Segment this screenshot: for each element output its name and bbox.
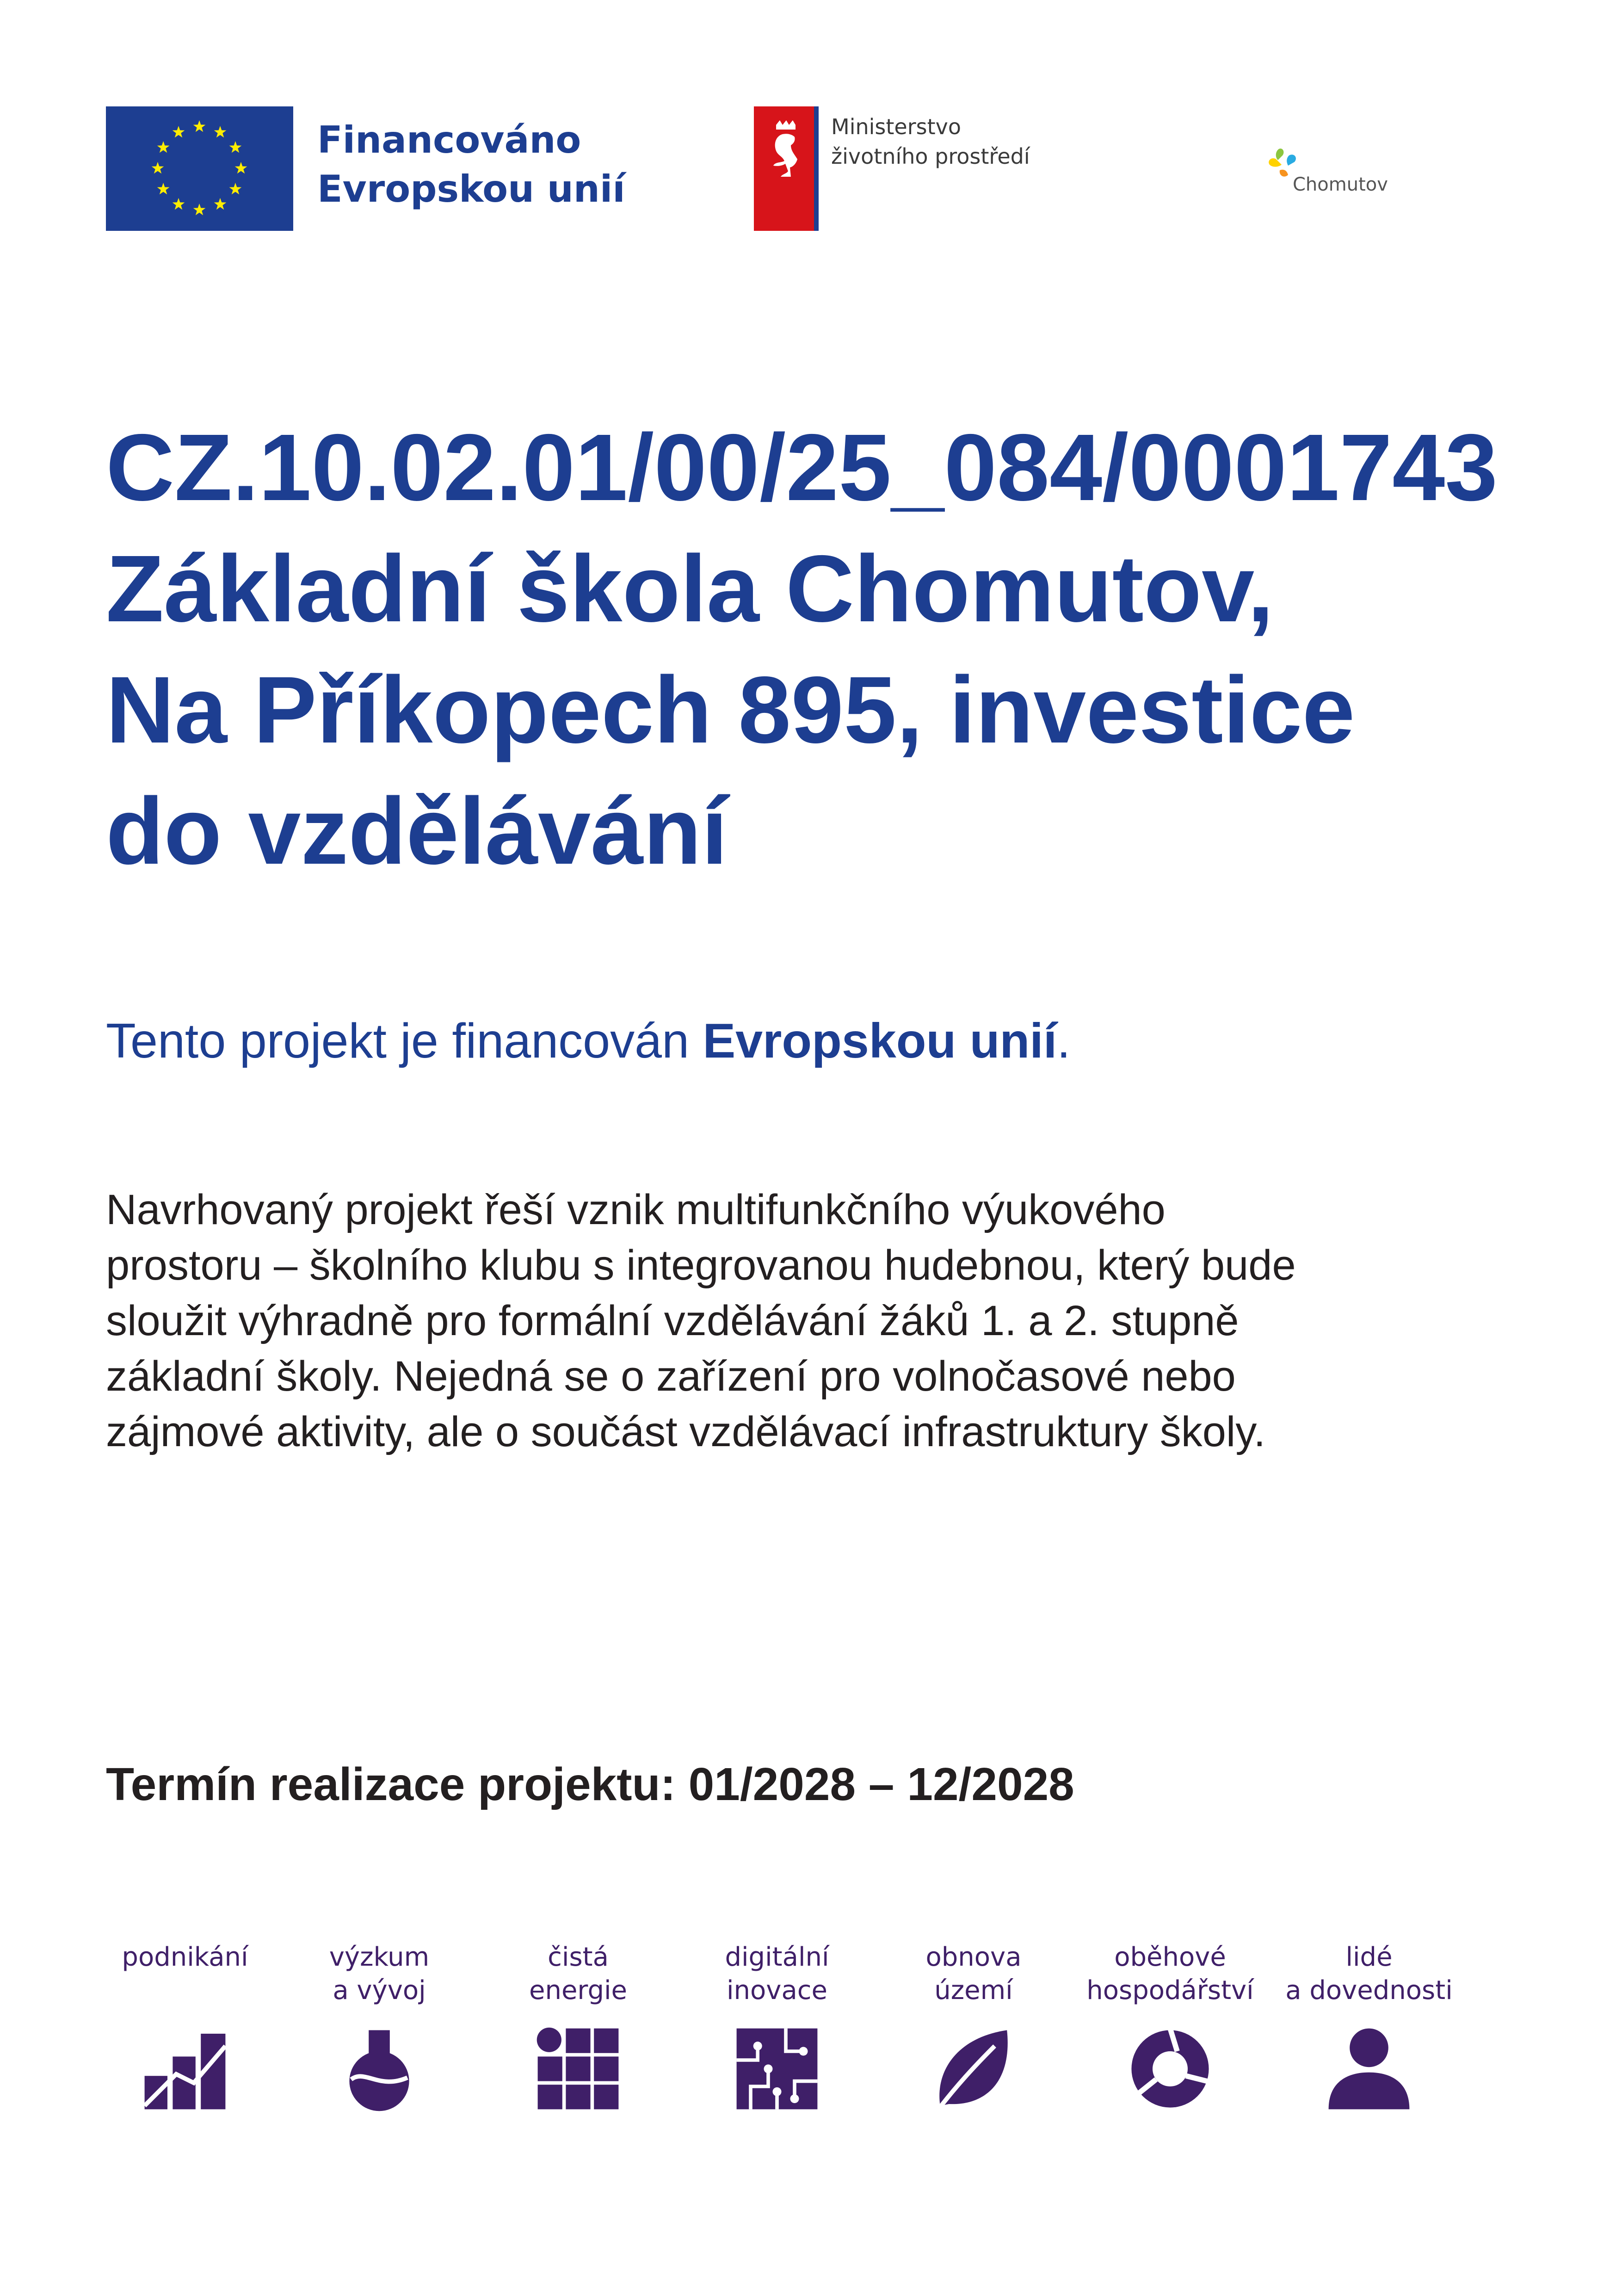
ministry-text-line2: životního prostředí [831, 144, 1030, 169]
theme-label [1267, 1941, 1471, 2015]
project-term: Termín realizace projektu: 01/2028 – 12/2028 [106, 1758, 1074, 1810]
theme-label-line1: čistá [548, 1942, 609, 1972]
description-line5: zájmové aktivity, ale o součást vzdělávací infrastruktury školy. [106, 1408, 1266, 1455]
circuit-icon [733, 2025, 821, 2113]
theme-label-line2: hospodářství [1086, 1975, 1254, 2005]
leaf-icon [930, 2025, 1018, 2113]
chart-icon [141, 2025, 229, 2113]
project-description [106, 1182, 1540, 1460]
theme-label [872, 1941, 1075, 2015]
description-line2: prostoru – školního klubu s integrovanou hudebnou, který bude [106, 1242, 1296, 1289]
funding-statement-prefix: Tento projekt je financován [106, 1014, 703, 1068]
flask-icon [335, 2025, 423, 2113]
theme-research [278, 1941, 481, 2113]
theme-circular-economy [1068, 1941, 1272, 2113]
eu-text-line2: Evropskou unií [317, 167, 625, 210]
eu-text-line1: Financováno [317, 118, 581, 161]
description-line4: základní školy. Nejedná se o zařízení pro volnočasové nebo [106, 1353, 1236, 1400]
theme-label [83, 1941, 287, 2015]
funding-statement [106, 1011, 1493, 1071]
project-title-line3: Na Příkopech 895, investice [106, 657, 1355, 763]
theme-label-line1: obnova [925, 1942, 1022, 1972]
funding-statement-suffix: . [1057, 1014, 1071, 1068]
theme-label [278, 1941, 481, 2015]
eu-funding-text [317, 116, 641, 214]
ministry-text [831, 112, 1155, 171]
person-icon [1325, 2025, 1413, 2113]
eu-flag-logo [106, 106, 293, 231]
theme-label-line1: digitální [725, 1942, 829, 1972]
theme-label-line2: energie [529, 1975, 627, 2005]
theme-digital-innovation [675, 1941, 879, 2113]
solar-panel-icon [534, 2025, 622, 2113]
description-line1: Navrhovaný projekt řeší vznik multifunkčního výukového [106, 1186, 1166, 1233]
theme-label-line2: a vývoj [333, 1975, 426, 2005]
theme-label-line2: a dovednosti [1285, 1975, 1453, 2005]
theme-label [476, 1941, 680, 2015]
theme-label-line1: lidé [1345, 1942, 1393, 1972]
theme-people-skills [1267, 1941, 1471, 2113]
theme-label-line2: inovace [726, 1975, 827, 2005]
description-line3: sloužit výhradně pro formální vzdělávání žáků 1. a 2. stupně [106, 1297, 1239, 1344]
ministry-text-line1: Ministerstvo [831, 114, 961, 139]
cycle-icon [1126, 2025, 1214, 2113]
funding-statement-bold: Evropskou unií [703, 1014, 1057, 1068]
project-title-line1: CZ.10.02.01/00/25_084/0001743 [106, 415, 1498, 520]
theme-label [1068, 1941, 1272, 2015]
theme-label-line1: výzkum [329, 1942, 430, 1972]
project-title-line4: do vzdělávání [106, 778, 728, 884]
theme-territory-renewal [872, 1941, 1075, 2113]
ministry-emblem-logo [754, 106, 819, 231]
chomutov-logo-text: Chomutov [1293, 174, 1388, 195]
theme-label-line1: podnikání [122, 1942, 248, 1972]
theme-label-line2: území [934, 1975, 1013, 2005]
theme-clean-energy [476, 1941, 680, 2113]
theme-label [675, 1941, 879, 2015]
project-title-line2: Základní škola Chomutov, [106, 536, 1274, 642]
theme-label-line1: oběhové [1114, 1942, 1226, 1972]
theme-business [83, 1941, 287, 2113]
project-title [106, 407, 1609, 892]
